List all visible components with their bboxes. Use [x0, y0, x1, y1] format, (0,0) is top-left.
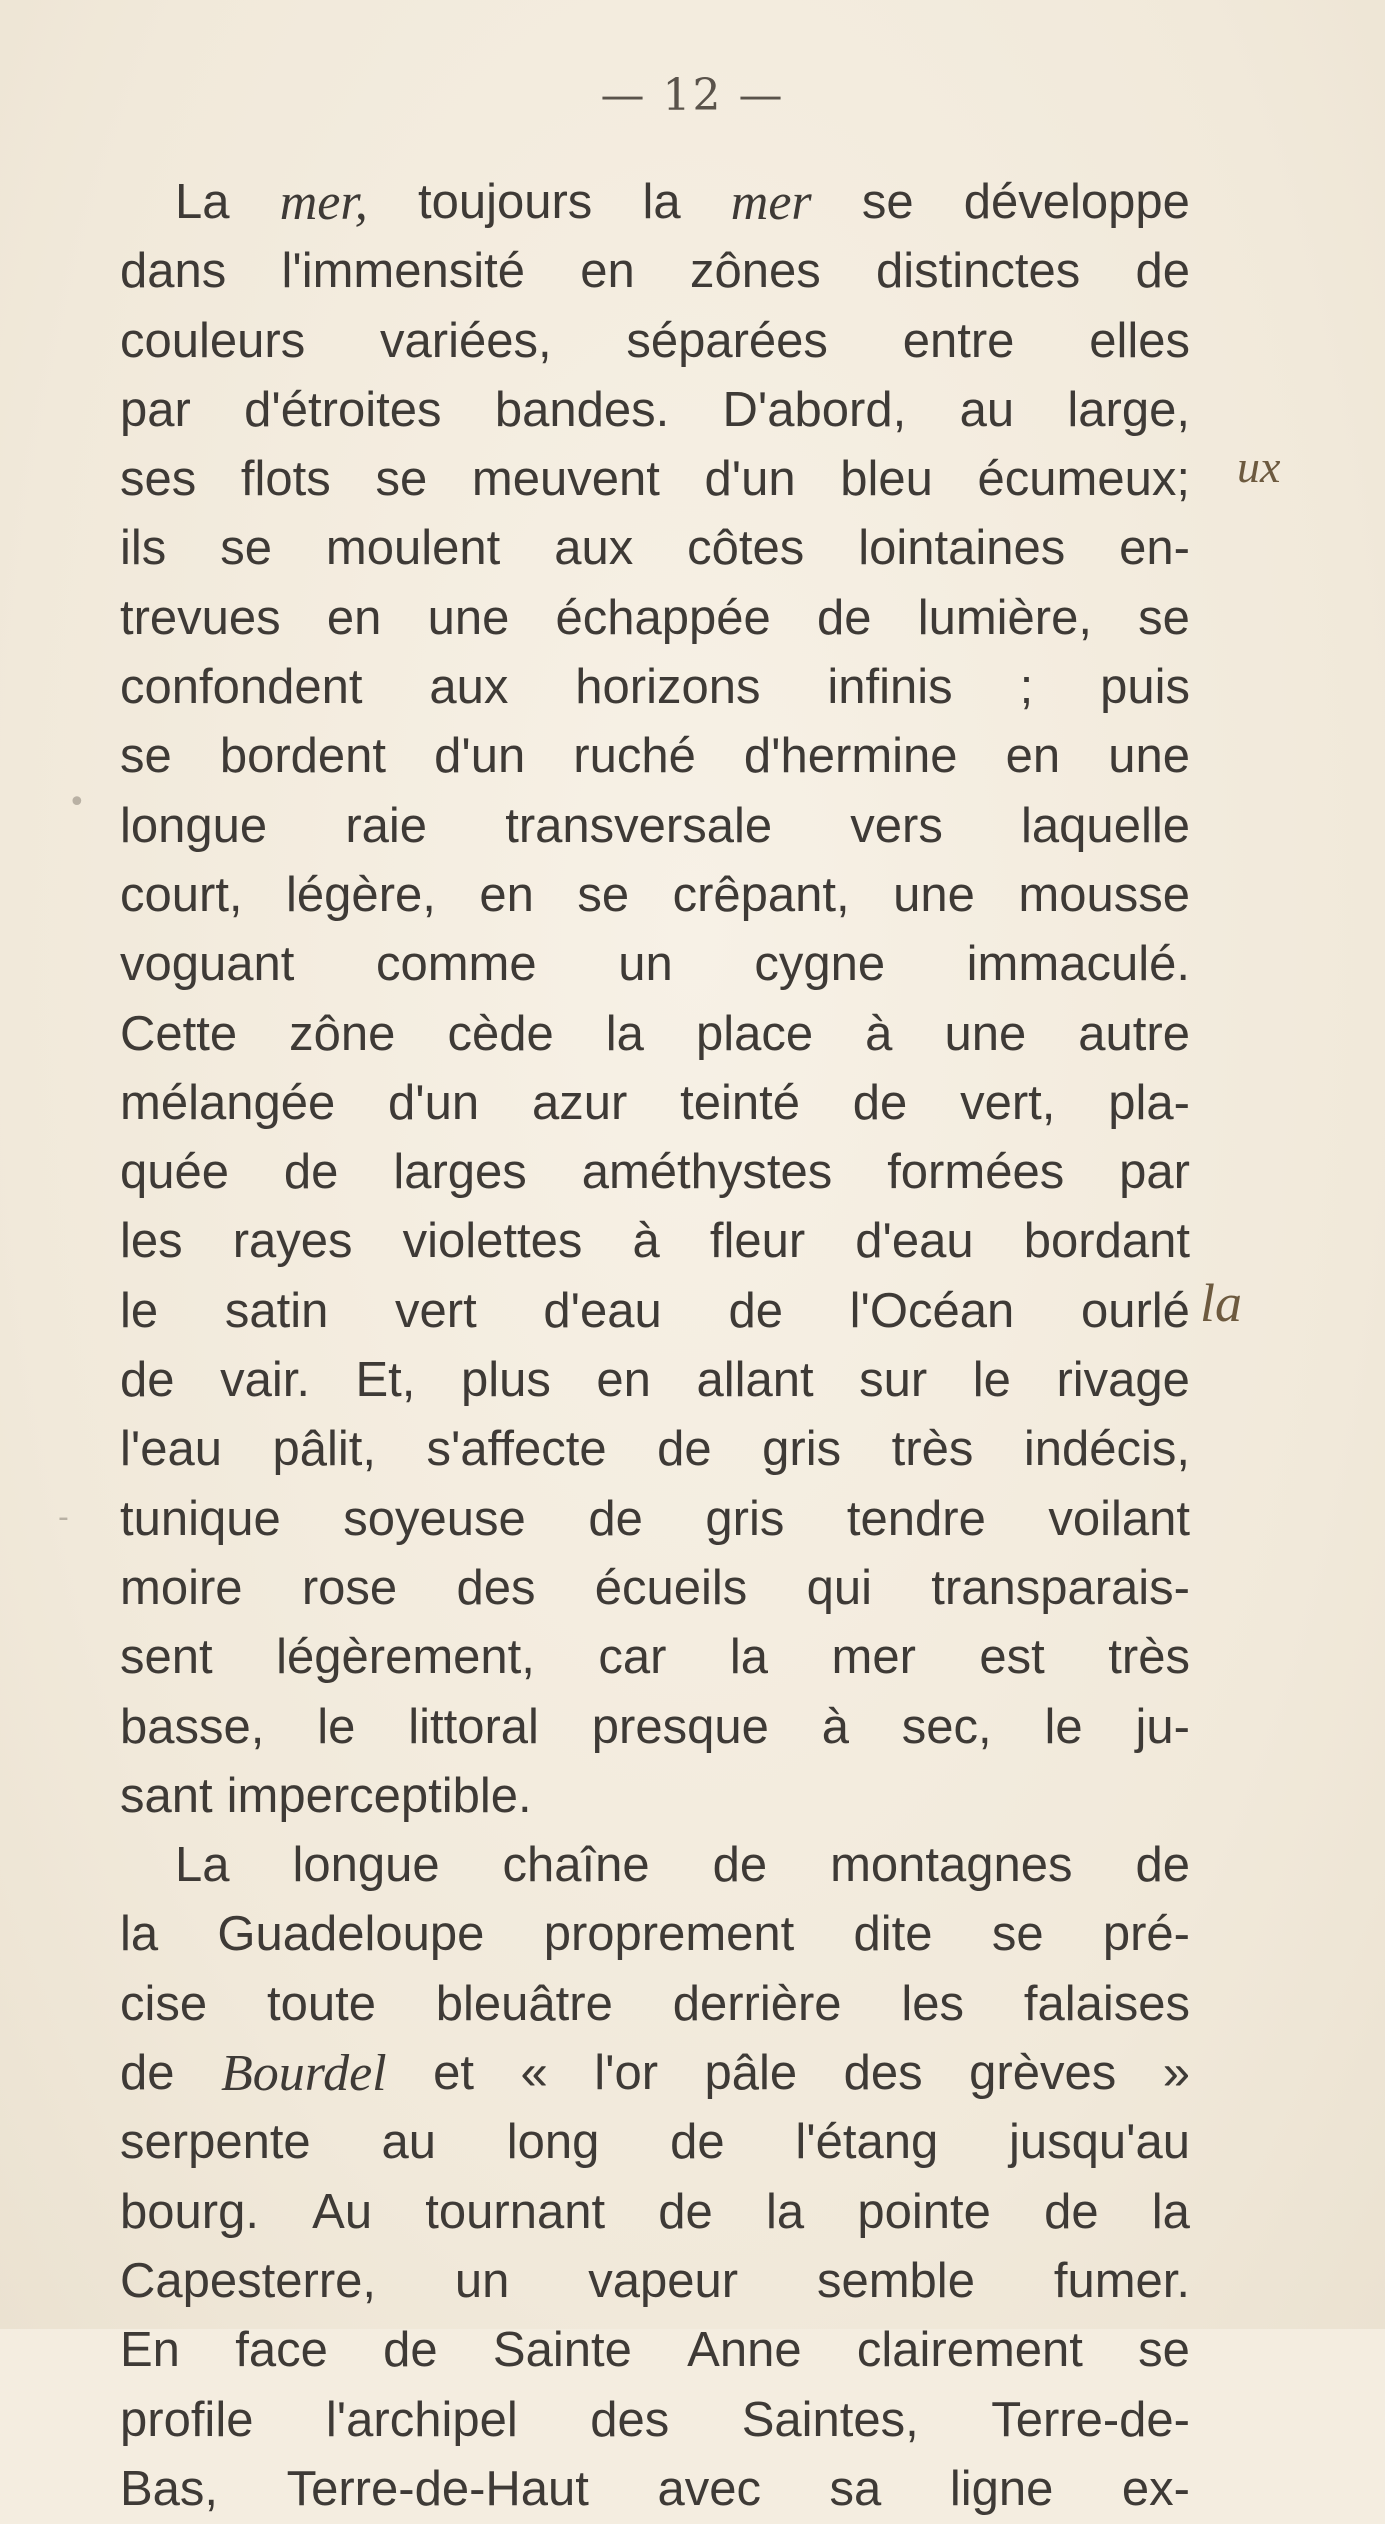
text-line — [120, 1485, 1190, 1554]
word: soyeuse — [343, 1491, 526, 1546]
word: pla- — [1108, 1075, 1190, 1130]
word: littoral — [408, 1699, 539, 1754]
text-line — [120, 861, 1190, 930]
word: basse, — [120, 1699, 265, 1754]
word: Bas, — [120, 2461, 219, 2516]
word: légère, — [286, 867, 436, 922]
word: développe — [963, 175, 1190, 229]
word: pâle — [704, 2046, 798, 2101]
word: plus — [460, 1353, 551, 1408]
word: de — [120, 2046, 175, 2101]
word: puis — [1100, 660, 1190, 715]
word: montagnes — [830, 1838, 1073, 1893]
word: une — [427, 590, 510, 645]
word: très — [891, 1422, 974, 1477]
text-line — [120, 2247, 1190, 2316]
word: satin — [224, 1283, 329, 1338]
word: En — [120, 2323, 180, 2378]
text-line — [120, 653, 1190, 722]
text-line — [120, 2386, 1190, 2455]
word: en — [596, 1353, 651, 1408]
word: transversale — [505, 798, 773, 853]
word: ligne — [949, 2461, 1054, 2516]
text-line — [120, 1831, 1190, 1900]
text-line — [120, 1207, 1190, 1276]
word: azur — [531, 1075, 628, 1130]
word: Terre-de-Haut — [286, 2461, 589, 2516]
word: falaises — [1023, 1976, 1190, 2031]
word: chaîne — [502, 1838, 650, 1893]
word: ; — [1019, 660, 1034, 715]
margin-dash: - — [58, 1500, 69, 1535]
word: l'archipel — [325, 2392, 518, 2447]
text-line — [120, 2316, 1190, 2385]
word: clairement — [856, 2323, 1083, 2378]
word: mer — [730, 174, 812, 231]
word: de — [816, 590, 872, 645]
word: derrière — [672, 1976, 842, 2031]
word: couleurs — [120, 313, 306, 368]
text-line — [120, 792, 1190, 861]
word: en — [479, 867, 534, 922]
word: ourlé — [1080, 1283, 1190, 1338]
word: lumière, — [917, 590, 1092, 645]
word: se — [120, 729, 172, 784]
word: en — [1005, 729, 1061, 784]
word: vers — [850, 798, 943, 853]
text-line — [120, 930, 1190, 999]
word: distinctes — [875, 244, 1081, 299]
word: zônes — [689, 244, 821, 299]
word: de — [657, 1422, 712, 1477]
word: elles — [1089, 313, 1190, 368]
word: Capesterre, — [120, 2253, 377, 2308]
word: zône — [289, 1006, 396, 1061]
word: et — [433, 2046, 474, 2101]
word: dite — [853, 1907, 933, 1962]
word: pré- — [1102, 1907, 1190, 1962]
word: d'hermine — [743, 729, 958, 784]
word: une — [1108, 729, 1190, 784]
word: car — [598, 1630, 667, 1685]
word: tournant — [425, 2184, 606, 2239]
text-line — [120, 1138, 1190, 1207]
word: jusqu'au — [1009, 2115, 1190, 2170]
word: sur — [859, 1353, 928, 1408]
text-line — [120, 1970, 1190, 2039]
word: les — [120, 1214, 183, 1269]
text-line — [120, 2178, 1190, 2247]
word: Anne — [687, 2323, 802, 2378]
word: au — [381, 2115, 436, 2170]
word: indécis, — [1023, 1422, 1190, 1477]
word: pointe — [857, 2184, 991, 2239]
text-line — [120, 2455, 1190, 2524]
word: rayes — [232, 1214, 353, 1269]
page-number: — 12 — — [600, 70, 785, 121]
word: mousse — [1018, 867, 1190, 922]
word: comme — [375, 937, 537, 992]
word: sa — [829, 2461, 882, 2516]
word: infinis — [827, 660, 953, 715]
word: la — [729, 1630, 769, 1685]
word: raie — [345, 798, 428, 853]
word: formées — [887, 1145, 1065, 1200]
word: quée — [120, 1145, 230, 1200]
word: se — [861, 175, 914, 229]
word: semble — [816, 2253, 975, 2308]
word: de — [852, 1075, 908, 1130]
word: confondent — [120, 660, 363, 715]
word: ses — [120, 452, 197, 507]
word: une — [893, 867, 975, 922]
word: entre — [902, 313, 1015, 368]
word: se — [1138, 2323, 1190, 2378]
word: Saintes, — [741, 2392, 919, 2447]
word: crêpant, — [672, 867, 850, 922]
word: profile — [120, 2392, 254, 2447]
text-line — [120, 1346, 1190, 1415]
word: de — [712, 1838, 768, 1893]
word: presque — [591, 1699, 769, 1754]
word: très — [1108, 1630, 1190, 1685]
word: le — [1044, 1699, 1083, 1754]
word: place — [695, 1006, 814, 1061]
word: se — [220, 521, 272, 576]
word: proprement — [543, 1907, 795, 1962]
word: flots — [240, 452, 331, 507]
text-line — [120, 2039, 1190, 2108]
word: transparais- — [931, 1560, 1190, 1615]
text-line — [120, 168, 1190, 237]
word: Cette — [120, 1006, 238, 1061]
word: immaculé. — [966, 937, 1190, 992]
word: cise — [120, 1976, 208, 2031]
word: échappée — [555, 590, 771, 645]
word: allant — [696, 1353, 814, 1408]
word: par — [1119, 1145, 1190, 1200]
word: le — [972, 1353, 1011, 1408]
word: le — [317, 1699, 356, 1754]
word: moire — [120, 1560, 243, 1615]
word: lointaines — [858, 521, 1066, 576]
body-text — [120, 168, 1190, 2524]
text-line — [120, 237, 1190, 306]
word: fumer. — [1053, 2253, 1190, 2308]
word: mer, — [279, 174, 368, 231]
word: ils — [120, 521, 167, 576]
word: dans — [120, 244, 227, 299]
word: aux — [554, 521, 634, 576]
word: vapeur — [588, 2253, 739, 2308]
word: bordent — [219, 729, 387, 784]
handwritten-correction: la — [1200, 1273, 1243, 1333]
word: des — [843, 2046, 923, 2101]
word: à — [632, 1214, 660, 1269]
word: long — [506, 2115, 600, 2170]
word: gris — [762, 1422, 842, 1477]
word: » — [1162, 2046, 1190, 2101]
word: Au — [312, 2184, 373, 2239]
word: grèves — [969, 2046, 1117, 2101]
text-line — [120, 1554, 1190, 1623]
text-line — [120, 514, 1190, 583]
word: de — [1044, 2184, 1099, 2239]
word: légèrement, — [276, 1630, 535, 1685]
word: teinté — [680, 1075, 800, 1130]
word: en — [580, 244, 635, 299]
word: qui — [806, 1560, 872, 1615]
word: meuvent — [471, 452, 660, 507]
text-line — [120, 1069, 1190, 1138]
word: la — [1151, 2184, 1190, 2239]
word: mélangée — [120, 1075, 336, 1130]
word: longue — [120, 798, 268, 853]
word: se — [375, 452, 428, 507]
word: en- — [1119, 521, 1190, 576]
word: au — [959, 382, 1015, 437]
text-line — [120, 722, 1190, 791]
word: est — [979, 1630, 1045, 1685]
text-line — [120, 376, 1190, 445]
word: bleuâtre — [435, 1976, 613, 2031]
text-line — [120, 1277, 1190, 1346]
text-line — [120, 1693, 1190, 1762]
word: de — [1135, 1838, 1190, 1893]
word: la — [605, 1006, 644, 1061]
word: ex- — [1121, 2461, 1190, 2516]
word: écumeux; — [977, 452, 1190, 507]
word: écueils — [594, 1560, 748, 1615]
word: l'étang — [795, 2115, 939, 2170]
word: la — [120, 1907, 159, 1962]
word: voguant — [120, 937, 295, 992]
text-line — [120, 445, 1190, 514]
word: sant — [120, 1768, 213, 1823]
word: se — [1138, 590, 1190, 645]
word: D'abord, — [722, 382, 907, 437]
text-line — [120, 1415, 1190, 1484]
word: voilant — [1048, 1491, 1190, 1546]
word: violettes — [402, 1214, 583, 1269]
margin-dot: • — [68, 785, 86, 820]
word: de — [658, 2184, 713, 2239]
word: Guadeloupe — [217, 1907, 485, 1962]
word: l'Océan — [849, 1283, 1015, 1338]
word: longue — [292, 1838, 440, 1893]
word: vert, — [960, 1075, 1056, 1130]
word: une — [944, 1006, 1027, 1061]
word: de — [1135, 244, 1190, 299]
word: un — [454, 2253, 510, 2308]
word: Bourdel — [221, 2045, 387, 2103]
word: bordant — [1023, 1214, 1190, 1269]
word: améthystes — [581, 1145, 833, 1200]
word: d'un — [388, 1075, 480, 1130]
word: avec — [657, 2461, 761, 2516]
word: par — [120, 382, 191, 437]
word: côtes — [687, 521, 805, 576]
word: toujours — [417, 175, 593, 229]
word: des — [590, 2392, 670, 2447]
word: cygne — [754, 937, 886, 992]
word: moulent — [325, 521, 501, 576]
word: de — [670, 2115, 725, 2170]
word: se — [991, 1907, 1044, 1962]
word: l'immensité — [281, 244, 526, 299]
text-line — [120, 2108, 1190, 2177]
word: se — [577, 867, 630, 922]
word: sec, — [901, 1699, 992, 1754]
word: Sainte — [492, 2323, 632, 2378]
word: d'un — [704, 452, 796, 507]
word: la — [642, 175, 681, 229]
word: serpente — [120, 2115, 311, 2170]
word: des — [456, 1560, 536, 1615]
word: de — [383, 2323, 438, 2378]
word: bleu — [840, 452, 933, 507]
word: à — [865, 1006, 893, 1061]
text-line — [120, 1762, 1190, 1831]
word: vert — [395, 1283, 477, 1338]
text-line — [120, 307, 1190, 376]
word: Et, — [355, 1353, 416, 1408]
word: de — [588, 1491, 643, 1546]
word: de — [728, 1283, 783, 1338]
word: variées, — [380, 313, 552, 368]
word: d'un — [434, 729, 526, 784]
word: tendre — [846, 1491, 986, 1546]
word: de — [283, 1145, 339, 1200]
text-line — [120, 1623, 1190, 1692]
word: à — [821, 1699, 849, 1754]
word: La — [175, 175, 230, 229]
word: un — [618, 937, 673, 992]
word: cède — [447, 1006, 554, 1061]
word: l'or — [594, 2046, 659, 2101]
handwritten-correction: ux — [1237, 441, 1281, 492]
word: rivage — [1056, 1353, 1190, 1408]
word: larges — [393, 1145, 527, 1200]
word: d'étroites — [244, 382, 442, 437]
word: horizons — [575, 660, 761, 715]
word: d'eau — [855, 1214, 974, 1269]
word: pâlit, — [272, 1422, 377, 1477]
word: bandes. — [494, 382, 670, 437]
word: sent — [120, 1630, 213, 1685]
word: mer — [831, 1630, 916, 1685]
word: court, — [120, 867, 243, 922]
text-line — [120, 1000, 1190, 1069]
word: aux — [429, 660, 509, 715]
word: « — [520, 2046, 548, 2101]
word: imperceptible. — [226, 1768, 532, 1823]
word: d'eau — [543, 1283, 662, 1338]
word: en — [326, 590, 382, 645]
word: laquelle — [1021, 798, 1190, 853]
word: face — [235, 2323, 328, 2378]
word: tunique — [120, 1491, 281, 1546]
word: vair. — [220, 1353, 310, 1408]
word: la — [766, 2184, 805, 2239]
word: s'affecte — [426, 1422, 607, 1477]
word: autre — [1078, 1006, 1190, 1061]
word: rose — [301, 1560, 398, 1615]
word: trevues — [120, 590, 281, 645]
text-line — [120, 1900, 1190, 1969]
word: le — [120, 1283, 159, 1338]
word: l'eau — [120, 1422, 222, 1477]
word: gris — [705, 1491, 785, 1546]
word: bourg. — [120, 2184, 259, 2239]
word: ju- — [1135, 1699, 1190, 1754]
word: les — [901, 1976, 965, 2031]
word: toute — [266, 1976, 376, 2031]
word: large, — [1067, 382, 1190, 437]
word: ruché — [573, 729, 696, 784]
word: séparées — [626, 313, 828, 368]
word: de — [120, 1353, 175, 1408]
word: fleur — [709, 1214, 806, 1269]
word: Terre-de- — [991, 2392, 1190, 2447]
word: La — [175, 1838, 230, 1893]
text-line — [120, 584, 1190, 653]
